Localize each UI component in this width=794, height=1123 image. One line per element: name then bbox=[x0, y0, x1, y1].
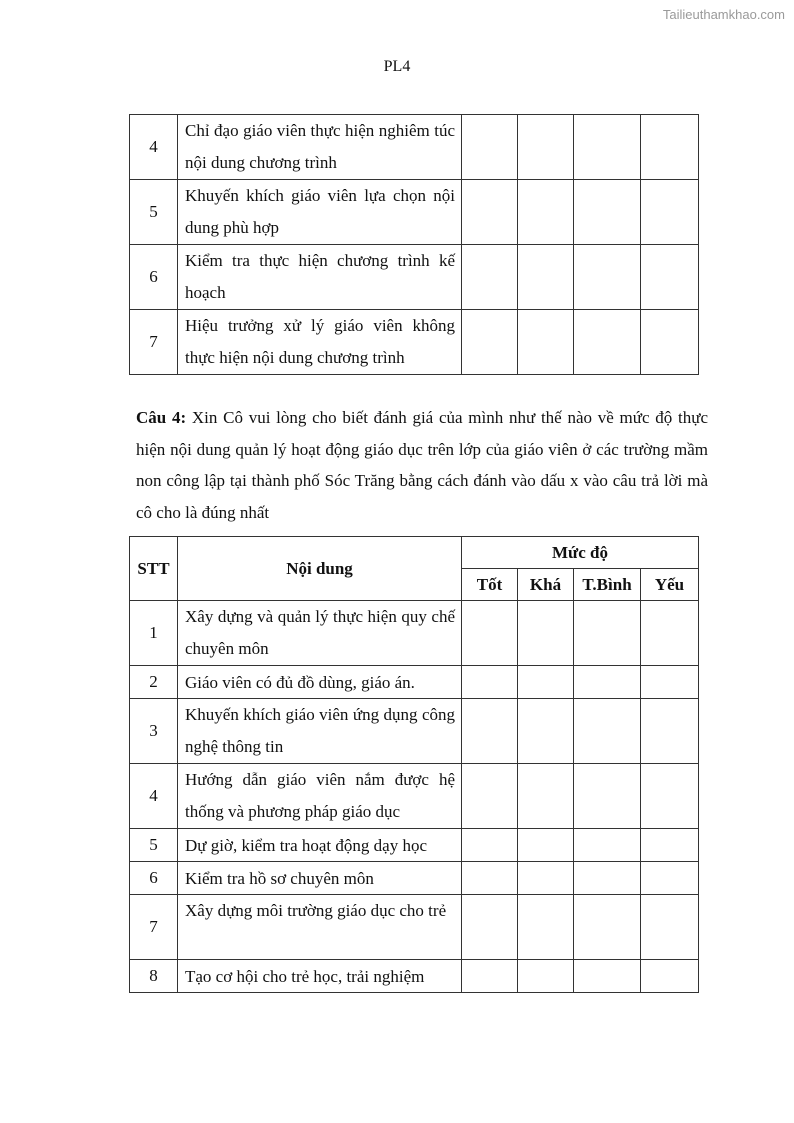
rating-cell[interactable] bbox=[641, 699, 699, 764]
row-number: 5 bbox=[130, 829, 178, 862]
row-number: 3 bbox=[130, 699, 178, 764]
rating-cell[interactable] bbox=[462, 601, 518, 666]
row-content: Khuyến khích giáo viên lựa chọn nội dung phù hợp bbox=[178, 180, 462, 245]
table-row bbox=[130, 699, 699, 764]
table-row bbox=[130, 960, 699, 993]
rating-cell[interactable] bbox=[518, 960, 574, 993]
rating-cell[interactable] bbox=[641, 895, 699, 960]
rating-cell[interactable] bbox=[462, 764, 518, 829]
row-number: 5 bbox=[130, 180, 178, 245]
rating-cell[interactable] bbox=[641, 829, 699, 862]
table-row bbox=[130, 895, 699, 960]
question-label: Câu 4: bbox=[136, 408, 187, 427]
rating-cell[interactable] bbox=[574, 666, 641, 699]
row-content: Chỉ đạo giáo viên thực hiện nghiêm túc nội dung chương trình bbox=[178, 115, 462, 180]
rating-cell[interactable] bbox=[462, 829, 518, 862]
table-row bbox=[130, 862, 699, 895]
row-content: Hướng dẫn giáo viên nắm được hệ thống và phương pháp giáo dục bbox=[178, 764, 462, 829]
row-number: 7 bbox=[130, 310, 178, 375]
rating-cell[interactable] bbox=[574, 180, 641, 245]
row-content: Kiểm tra thực hiện chương trình kế hoạch bbox=[178, 245, 462, 310]
rating-cell[interactable] bbox=[462, 115, 518, 180]
header-level-good: Tốt bbox=[462, 569, 518, 601]
rating-cell[interactable] bbox=[641, 115, 699, 180]
row-content: Giáo viên có đủ đồ dùng, giáo án. bbox=[178, 666, 462, 699]
rating-cell[interactable] bbox=[574, 862, 641, 895]
watermark: Tailieuthamkhao.com bbox=[662, 7, 785, 22]
rating-cell[interactable] bbox=[641, 601, 699, 666]
rating-cell[interactable] bbox=[462, 310, 518, 375]
rating-cell[interactable] bbox=[518, 245, 574, 310]
rating-cell[interactable] bbox=[518, 895, 574, 960]
table-row bbox=[130, 601, 699, 666]
table-row bbox=[130, 180, 699, 245]
table-row bbox=[130, 764, 699, 829]
row-content: Hiệu trưởng xử lý giáo viên không thực hiện nội dung chương trình bbox=[178, 310, 462, 375]
question-4 bbox=[136, 402, 708, 528]
row-number: 2 bbox=[130, 666, 178, 699]
rating-cell[interactable] bbox=[518, 115, 574, 180]
table-row bbox=[130, 829, 699, 862]
table-row bbox=[130, 115, 699, 180]
header-level-weak: Yếu bbox=[641, 569, 699, 601]
rating-cell[interactable] bbox=[574, 115, 641, 180]
rating-cell[interactable] bbox=[518, 310, 574, 375]
rating-cell[interactable] bbox=[462, 180, 518, 245]
header-level-average: T.Bình bbox=[574, 569, 641, 601]
rating-cell[interactable] bbox=[574, 829, 641, 862]
row-content: Khuyến khích giáo viên ứng dụng công nghệ thông tin bbox=[178, 699, 462, 764]
row-content: Xây dựng và quản lý thực hiện quy chế chuyên môn bbox=[178, 601, 462, 666]
rating-cell[interactable] bbox=[574, 764, 641, 829]
row-content: Kiểm tra hồ sơ chuyên môn bbox=[178, 862, 462, 895]
rating-cell[interactable] bbox=[462, 245, 518, 310]
rating-cell[interactable] bbox=[641, 960, 699, 993]
rating-cell[interactable] bbox=[574, 245, 641, 310]
rating-cell[interactable] bbox=[462, 960, 518, 993]
rating-cell[interactable] bbox=[518, 862, 574, 895]
rating-cell[interactable] bbox=[518, 699, 574, 764]
table-row bbox=[130, 310, 699, 375]
row-number: 7 bbox=[130, 895, 178, 960]
header-content: Nội dung bbox=[178, 537, 462, 601]
rating-cell[interactable] bbox=[518, 764, 574, 829]
header-level: Mức độ bbox=[462, 537, 699, 569]
header-stt: STT bbox=[130, 537, 178, 601]
rating-cell[interactable] bbox=[518, 666, 574, 699]
row-number: 4 bbox=[130, 115, 178, 180]
rating-cell[interactable] bbox=[574, 310, 641, 375]
rating-cell[interactable] bbox=[574, 960, 641, 993]
row-content: Dự giờ, kiểm tra hoạt động dạy học bbox=[178, 829, 462, 862]
row-number: 6 bbox=[130, 245, 178, 310]
rating-cell[interactable] bbox=[518, 829, 574, 862]
survey-table-question-4 bbox=[129, 536, 699, 993]
rating-cell[interactable] bbox=[641, 862, 699, 895]
header-level-fair: Khá bbox=[518, 569, 574, 601]
rating-cell[interactable] bbox=[641, 764, 699, 829]
rating-cell[interactable] bbox=[574, 699, 641, 764]
rating-cell[interactable] bbox=[518, 180, 574, 245]
rating-cell[interactable] bbox=[641, 666, 699, 699]
row-content: Tạo cơ hội cho trẻ học, trải nghiệm bbox=[178, 960, 462, 993]
row-number: 8 bbox=[130, 960, 178, 993]
rating-cell[interactable] bbox=[462, 699, 518, 764]
rating-cell[interactable] bbox=[641, 245, 699, 310]
rating-cell[interactable] bbox=[641, 310, 699, 375]
table-row bbox=[130, 245, 699, 310]
question-text: Xin Cô vui lòng cho biết đánh giá của mình như thế nào về mức độ thực hiện nội dung quản lý hoạt động giáo dục trên lớp của giáo viên ở các trường mầm non công lập tại thành phố Sóc Trăng bằng cách đánh vào dấu x vào câu trả lời mà cô cho là đúng nhất bbox=[136, 408, 708, 522]
row-number: 4 bbox=[130, 764, 178, 829]
rating-cell[interactable] bbox=[462, 666, 518, 699]
row-content: Xây dựng môi trường giáo dục cho trẻ bbox=[178, 895, 462, 960]
rating-cell[interactable] bbox=[518, 601, 574, 666]
survey-table-continued bbox=[129, 114, 699, 375]
header-row bbox=[130, 537, 699, 569]
rating-cell[interactable] bbox=[641, 180, 699, 245]
rating-cell[interactable] bbox=[574, 895, 641, 960]
rating-cell[interactable] bbox=[574, 601, 641, 666]
rating-cell[interactable] bbox=[462, 895, 518, 960]
row-number: 6 bbox=[130, 862, 178, 895]
rating-cell[interactable] bbox=[462, 862, 518, 895]
table-row bbox=[130, 666, 699, 699]
page-label: PL4 bbox=[383, 58, 411, 75]
row-number: 1 bbox=[130, 601, 178, 666]
